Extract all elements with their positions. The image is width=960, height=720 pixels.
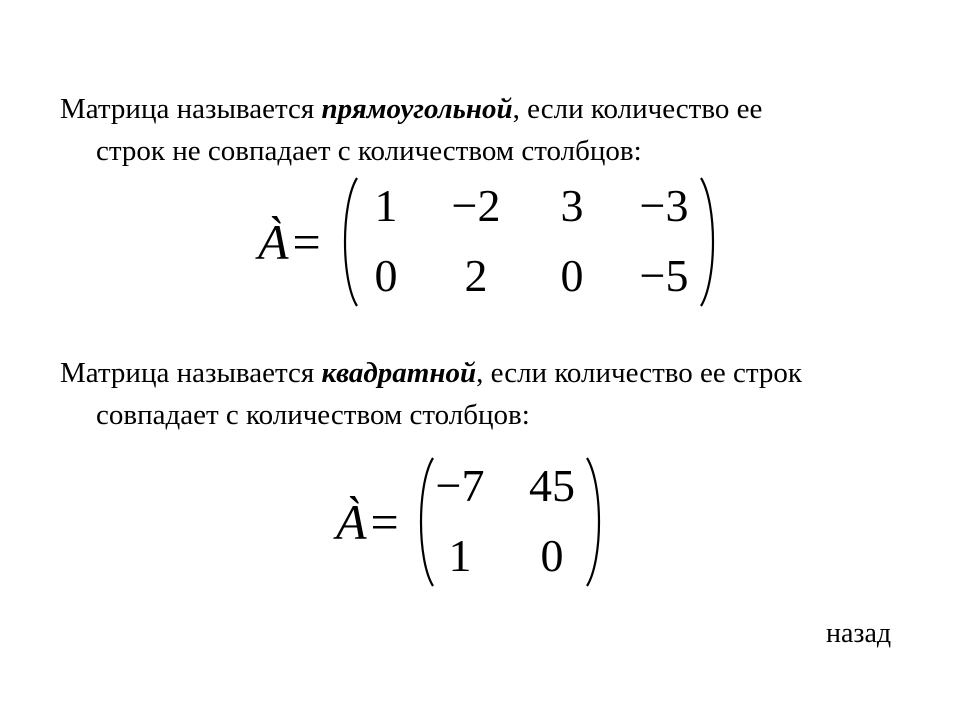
matrix-variable: À [336,494,367,550]
matrix-cell: −5 [639,250,689,301]
right-parenthesis [698,176,720,308]
matrix-cell: 3 [560,180,584,231]
matrix-variable: À [258,214,289,270]
formula-lhs [336,492,399,552]
definition-line-2: совпадает с количеством столбцов: [96,399,530,431]
term-rectangular: прямоугольной [321,93,513,125]
definition-lead: Матрица называется [60,93,322,125]
back-link[interactable]: назад [826,618,892,649]
square-matrix-formula [336,452,616,592]
rectangular-matrix-formula [258,172,728,312]
term-square: квадратной [321,357,477,389]
equals-sign: = [370,494,399,550]
rectangular-matrix-definition [60,88,900,172]
matrix-cell: 1 [448,530,472,581]
definition-lead: Матрица называется [60,357,322,389]
definition-tail: , если количество ее [512,93,763,125]
matrix-cell: 0 [540,530,564,581]
matrix-cell: −7 [435,460,485,511]
definition-tail: , если количество ее строк [476,357,802,389]
equals-sign: = [292,214,321,270]
square-matrix-definition [60,352,900,436]
matrix-cell: −2 [451,180,501,231]
matrix-cell: 0 [374,250,398,301]
matrix-cell: 0 [560,250,584,301]
formula-lhs [258,212,321,272]
definition-line-2: строк не совпадает с количеством столбцов: [96,135,642,167]
right-parenthesis [584,456,606,588]
matrix-cell: 2 [464,250,488,301]
matrix-cell: 1 [374,180,398,231]
matrix-cell: −3 [639,180,689,231]
matrix-cell: 45 [529,460,575,511]
